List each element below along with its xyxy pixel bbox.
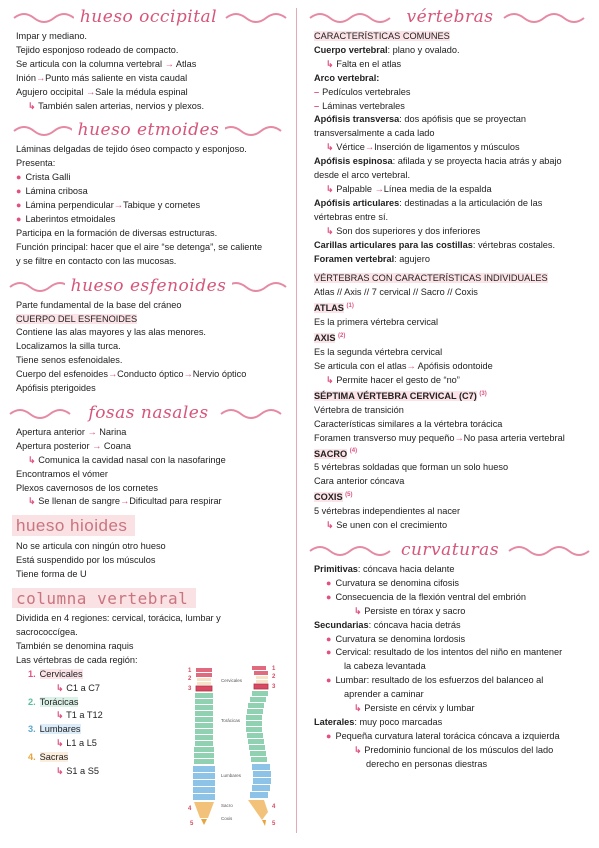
- bullet-icon: ●: [326, 647, 332, 658]
- bullet-icon: ●: [16, 213, 22, 224]
- text-line: ↳ Se unen con el crecimiento: [326, 520, 448, 531]
- arrow-corner-icon: ↳: [326, 142, 334, 153]
- arrow-corner-icon: ↳: [354, 744, 362, 755]
- label-cervicales: Cervicales: [221, 678, 243, 683]
- list-item: ↳ L1 a L5: [56, 738, 97, 749]
- svg-text:5: 5: [272, 821, 276, 827]
- sacrum-shape: [194, 802, 214, 818]
- text-line: ↳ Persiste en tórax y sacro: [354, 605, 466, 616]
- text-line: No se articula con ningún otro hueso: [16, 541, 166, 552]
- svg-text:4: 4: [272, 804, 276, 810]
- arrow-right-icon: →: [374, 183, 384, 194]
- label-lumbares: Lumbares: [221, 773, 242, 778]
- text-line: la cabeza levantada: [344, 661, 426, 672]
- subheading: ATLAS $^{(1)}$: [314, 303, 354, 314]
- text-line: Las vértebras de cada región:: [16, 654, 138, 665]
- text-line: Participa en la formación de diversas estructuras.: [16, 227, 218, 238]
- text-line: Secundarias: cóncava hacia detrás: [314, 619, 461, 630]
- text-line: Es la segunda vértebra cervical: [314, 347, 443, 358]
- dash-icon: –: [314, 100, 320, 111]
- cervical-segment: [196, 668, 212, 672]
- text-line: Arco vertebral:: [314, 72, 380, 83]
- arrow-right-icon: →: [85, 86, 96, 97]
- text-line: Encontramos el vómer: [16, 468, 108, 479]
- arrow-corner-icon: ↳: [28, 100, 36, 111]
- text-line: – Láminas vertebrales: [314, 100, 405, 111]
- list-item: ↳ C1 a C7: [56, 682, 100, 693]
- arrow-right-icon: →: [107, 369, 118, 380]
- text-line: Apófisis transversa: dos apófisis que se proyectan: [314, 114, 526, 125]
- text-line: Vértebra de transición: [314, 404, 404, 415]
- arrow-corner-icon: ↳: [28, 454, 36, 465]
- cervical-segment: [197, 682, 211, 685]
- section-title-esfenoides: hueso esfenoides: [6, 273, 291, 299]
- subheading: SÉPTIMA VÉRTEBRA CERVICAL (C7) $^{(3)}$: [314, 390, 487, 401]
- text-line: Apertura anterior → Narina: [16, 426, 127, 437]
- arrow-corner-icon: ↳: [56, 738, 64, 749]
- arrow-corner-icon: ↳: [354, 605, 362, 616]
- list-item: ● Laberintos etmoidales: [16, 213, 116, 224]
- cervical-segment: [196, 686, 212, 691]
- list-item: ● Consecuencia de la flexión ventral del embrión: [326, 591, 526, 602]
- list-item: ● Curvatura se denomina cifosis: [326, 577, 460, 588]
- text-line: Parte fundamental de la base del cráneo: [16, 299, 182, 310]
- text-line: Apófisis pterigoides: [16, 383, 96, 394]
- label-coxis: Coxis: [221, 816, 233, 821]
- text-line: Localizamos la silla turca.: [16, 341, 121, 352]
- arrow-corner-icon: ↳: [326, 225, 334, 236]
- text-line: ↳ Se llenan de sangre→Dificultad para respirar: [28, 496, 222, 507]
- bullet-icon: ●: [326, 591, 332, 602]
- bullet-icon: ●: [16, 172, 22, 183]
- text-line: Características similares a la vértebra torácica: [314, 418, 503, 429]
- marker-2: 2: [188, 676, 192, 682]
- bullet-icon: ●: [326, 633, 332, 644]
- text-line: vértebras entre sí.: [314, 211, 389, 222]
- subheading: AXIS $^{(2)}$: [314, 333, 346, 344]
- section-title-curvaturas: curvaturas: [304, 537, 596, 563]
- text-line: Función principal: hacer que el aire “se detenga”, se caliente: [16, 241, 263, 252]
- arrow-corner-icon: ↳: [354, 703, 362, 714]
- list-item: 4. Sacras: [28, 752, 69, 763]
- list-item: ↳ S1 a S5: [56, 766, 99, 777]
- subheading: SACRO $^{(4)}$: [314, 448, 358, 459]
- list-item: 1. Cervicales: [28, 668, 83, 679]
- list-item: ● Lámina perpendicular→Tabique y cornetes: [16, 200, 201, 211]
- subheading: VÉRTEBRAS CON CARACTERÍSTICAS INDIVIDUALES: [314, 273, 548, 284]
- text-line: ↳ Comunica la cavidad nasal con la nasofaringe: [28, 454, 226, 465]
- text-line: Se articula con el atlas→ Apófisis odontoide: [314, 360, 493, 371]
- text-line: Apertura posterior → Coana: [16, 440, 131, 451]
- arrow-right-icon: →: [183, 369, 193, 380]
- arrow-corner-icon: ↳: [326, 58, 334, 69]
- arrow-right-icon: →: [87, 426, 97, 437]
- svg-text:1: 1: [272, 666, 276, 672]
- coccyx-shape: [201, 819, 207, 825]
- text-line: Cuerpo del esfenoides→Conducto óptico→Nervio óptico: [16, 369, 247, 380]
- cervical-segment: [197, 678, 211, 681]
- text-line: ↳ También salen arterias, nervios y plexos.: [28, 100, 205, 111]
- list-item: ● Pequeña curvatura lateral torácica cóncava a izquierda: [326, 730, 560, 741]
- svg-text:2: 2: [272, 674, 276, 680]
- text-line: Foramen transverso muy pequeño→No pasa arteria vertebral: [314, 432, 565, 443]
- text-line: ↳ Falta en el atlas: [326, 58, 402, 69]
- text-line: sacrococcígea.: [16, 627, 78, 637]
- arrow-right-icon: →: [364, 142, 375, 153]
- text-line: ↳ Vértice→Inserción de ligamentos y músculos: [326, 142, 520, 153]
- bullet-icon: ●: [326, 577, 332, 588]
- list-item: 2. Torácicas: [28, 696, 79, 707]
- text-line: Dividida en 4 regiones: cervical, torácica, lumbar y: [16, 613, 221, 624]
- arrow-corner-icon: ↳: [326, 183, 334, 194]
- text-line: Láminas delgadas de tejido óseo compacto y esponjoso.: [16, 144, 247, 155]
- arrow-right-icon: →: [92, 440, 102, 451]
- text-line: Tiene senos esfenoidales.: [16, 355, 123, 366]
- svg-text:3: 3: [272, 684, 276, 690]
- marker-5: 5: [190, 821, 194, 827]
- text-line: Carillas articulares para las costillas: vértebras costales.: [314, 239, 556, 250]
- text-line: Apófisis espinosa: afilada y se proyecta hacia atrás y abajo: [314, 156, 562, 167]
- spine-side-view: [246, 666, 271, 826]
- bullet-icon: ●: [16, 200, 22, 211]
- text-line: Se articula con la columna vertebral → Atlas: [16, 58, 197, 69]
- text-line: Tejido esponjoso rodeado de compacto.: [16, 44, 179, 55]
- arrow-right-icon: →: [454, 432, 464, 443]
- text-line: Presenta:: [16, 158, 56, 169]
- arrow-corner-icon: ↳: [326, 374, 334, 385]
- subheading: CUERPO DEL ESFENOIDES: [16, 313, 138, 324]
- text-line: ↳ Predominio funcional de los músculos del lado: [354, 744, 554, 755]
- section-title-fosas: fosas nasales: [6, 400, 291, 426]
- text-line: ↳ Persiste en cérvix y lumbar: [354, 703, 475, 714]
- text-line: 5 vértebras soldadas que forman un solo hueso: [314, 462, 509, 473]
- text-line: derecho en personas diestras: [366, 758, 488, 769]
- text-line: ↳ Palpable →Línea media de la espalda: [326, 183, 492, 194]
- list-item: ● Lumbar: resultado de los esfuerzos del balanceo al: [326, 675, 544, 686]
- label-sacro: Sacro: [221, 803, 233, 808]
- list-item: ● Lámina cribosa: [16, 186, 88, 197]
- text-line: 5 vértebras independientes al nacer: [314, 506, 461, 517]
- spine-illustration: [168, 662, 286, 828]
- arrow-right-icon: →: [406, 360, 416, 371]
- arrow-corner-icon: ↳: [56, 710, 64, 721]
- text-line: Contiene las alas mayores y las alas menores.: [16, 327, 206, 338]
- text-line: Inión→Punto más saliente en vista caudal: [16, 72, 188, 83]
- text-line: Laterales: muy poco marcadas: [314, 717, 443, 727]
- dash-icon: –: [314, 86, 320, 97]
- subheading: COXIS $^{(5)}$: [314, 492, 353, 503]
- list-item: ● Curvatura se denomina lordosis: [326, 633, 466, 644]
- text-line: Foramen vertebral: agujero: [314, 253, 430, 264]
- arrow-right-icon: →: [113, 200, 123, 211]
- bullet-icon: ●: [326, 730, 332, 741]
- arrow-right-icon: →: [120, 496, 130, 507]
- subheading: CARACTERÍSTICAS COMUNES: [314, 31, 450, 41]
- section-title-occipital: hueso occipital: [6, 4, 291, 30]
- section-title-columna: columna vertebral: [12, 588, 196, 608]
- marker-3: 3: [188, 686, 192, 692]
- arrow-corner-icon: ↳: [56, 682, 64, 693]
- text-line: Plexos cavernosos de los cornetes: [16, 482, 158, 493]
- text-line: Atlas // Axis // 7 cervical // Sacro // Coxis: [314, 287, 478, 298]
- spine-front-view: [193, 668, 215, 825]
- text-line: También se denomina raquis: [16, 640, 134, 651]
- list-item: ● Cervical: resultado de los intentos del niño en mantener: [326, 647, 563, 658]
- text-line: y se filtre en contacto con las mucosas.: [16, 255, 177, 266]
- bullet-icon: ●: [16, 186, 22, 197]
- text-line: Primitivas: cóncava hacia delante: [314, 564, 455, 575]
- list-item: 3. Lumbares: [28, 724, 81, 735]
- column-divider: [296, 8, 297, 833]
- cervical-segment: [196, 673, 212, 677]
- marker-1: 1: [188, 668, 192, 674]
- list-item: ↳ T1 a T12: [56, 710, 103, 721]
- label-toracicas: Torácicas: [221, 718, 241, 723]
- list-item: ● Crista Galli: [16, 172, 71, 183]
- text-line: desde el arco vertebral.: [314, 170, 411, 181]
- text-line: Impar y mediano.: [16, 31, 87, 41]
- arrow-corner-icon: ↳: [326, 520, 334, 531]
- text-line: ↳ Permite hacer el gesto de “no”: [326, 374, 460, 385]
- text-line: aprender a caminar: [344, 689, 424, 700]
- right-column: [304, 0, 596, 772]
- marker-4: 4: [188, 806, 192, 812]
- arrow-corner-icon: ↳: [56, 766, 64, 777]
- text-line: Apófisis articulares: destinadas a la articulación de las: [314, 197, 543, 208]
- arrow-right-icon: →: [164, 58, 174, 69]
- text-line: ↳ Son dos superiores y dos inferiores: [326, 225, 481, 236]
- text-line: Tiene forma de U: [16, 569, 87, 580]
- bullet-icon: ●: [326, 675, 332, 686]
- text-line: – Pedículos vertebrales: [314, 86, 411, 97]
- text-line: Está suspendido por los músculos: [16, 555, 156, 566]
- section-title-hioides: hueso hioides: [12, 515, 135, 536]
- section-title-etmoides: hueso etmoides: [6, 117, 291, 143]
- text-line: transversalmente a cada lado: [314, 128, 435, 139]
- text-line: Cara anterior cóncava: [314, 476, 405, 487]
- text-line: Es la primera vértebra cervical: [314, 317, 439, 328]
- arrow-corner-icon: ↳: [28, 496, 36, 507]
- text-line: Cuerpo vertebral: plano y ovalado.: [314, 44, 460, 55]
- text-line: Agujero occipital →Sale la médula espinal: [16, 86, 188, 97]
- arrow-right-icon: →: [35, 72, 46, 83]
- section-title-vertebras: vértebras: [304, 4, 596, 30]
